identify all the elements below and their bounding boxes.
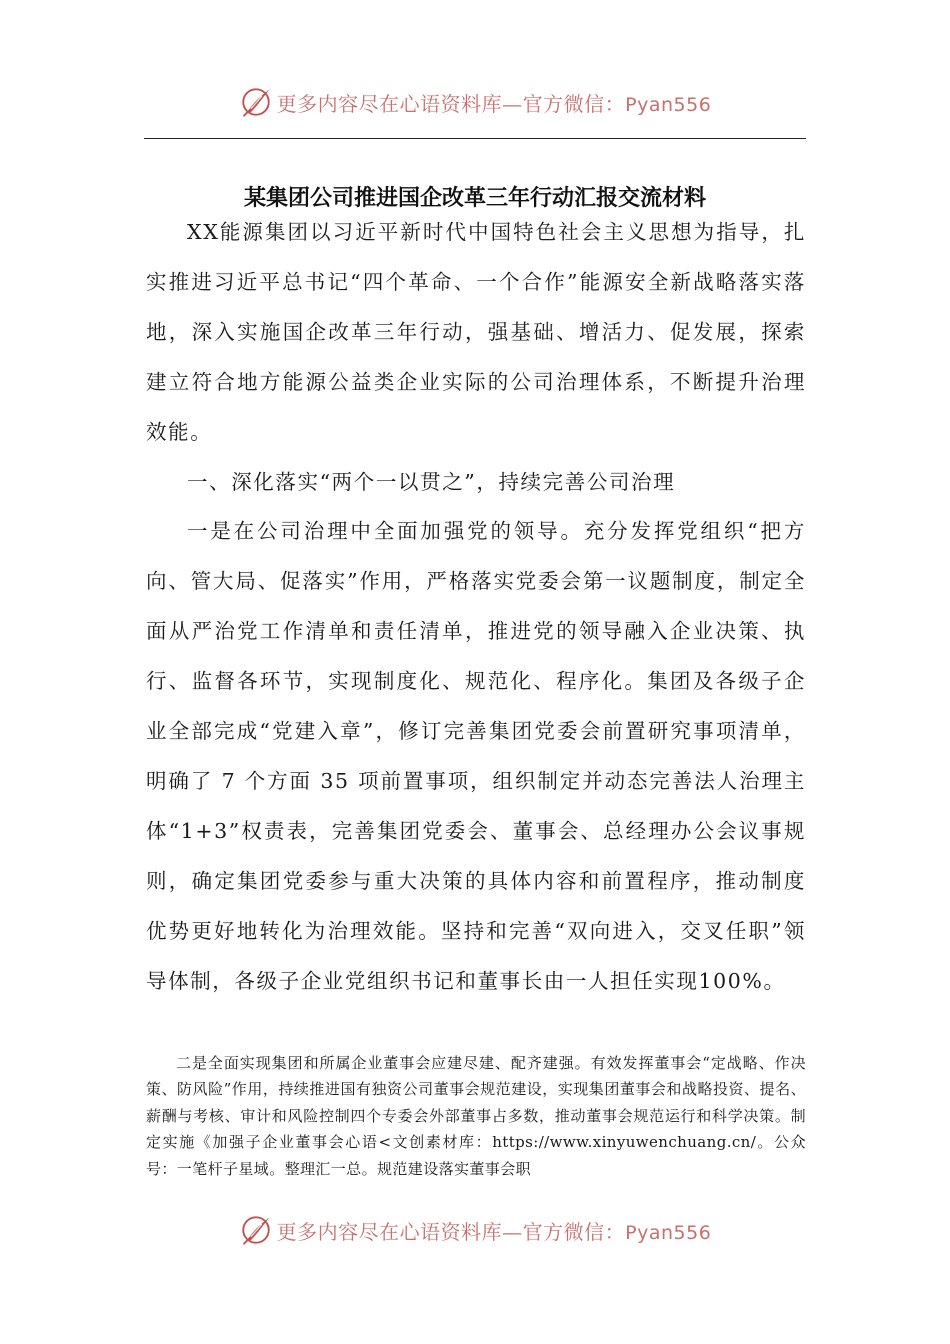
header-divider bbox=[144, 138, 806, 139]
pen-leaf-logo-icon bbox=[239, 85, 273, 119]
footer-wechat-id: Pyan556 bbox=[625, 1221, 712, 1244]
footer-banner-label: 更多内容尽在心语资料库—官方微信： bbox=[276, 1219, 626, 1244]
footer-banner-content bbox=[239, 1213, 712, 1247]
header-banner bbox=[0, 78, 950, 126]
pen-leaf-logo-icon bbox=[239, 1213, 273, 1247]
header-wechat-id: Pyan556 bbox=[625, 93, 712, 116]
section-heading: 一、深化落实“两个一以贯之”，持续完善公司治理 bbox=[187, 469, 676, 494]
document-body-continued bbox=[146, 1050, 806, 1182]
footer-banner bbox=[0, 1206, 950, 1254]
document-title: 某集团公司推进国企改革三年行动汇报交流材料 bbox=[243, 185, 706, 211]
intro-paragraph: XX能源集团以习近平新时代中国特色社会主义思想为指导，扎实推进习近平总书记“四个革命、一个合作”能源安全新战略落实落地，深入实施国企改革三年行动，强基础、增活力、促发展，探索建立符合地方能源公益类企业实际的公司治理体系，不断提升治理效能。 bbox=[146, 220, 806, 444]
header-banner-content bbox=[239, 85, 712, 119]
point-two-paragraph: 二是全面实现集团和所属企业董事会应建尽建、配齐建强。有效发挥董事会“定战略、作决策、防风险”作用，持续推进国有独资公司董事会规范建设，实现集团董事会和战略投资、提名、薪酬与考核、审计和风险控制四个专委会外部董事占多数，推动董事会规范运行和科学决策。制定实施《加强子企业董事会心语<文创素材库：https://www.xinyuwenchuang.cn/。公众号：一笔杆子星域。整理汇一总。规范建设落实董事会职 bbox=[146, 1054, 806, 1178]
document-body bbox=[146, 208, 806, 1007]
header-banner-label: 更多内容尽在心语资料库—官方微信： bbox=[276, 91, 626, 116]
footer-banner-text bbox=[277, 1216, 712, 1245]
point-one-paragraph: 一是在公司治理中全面加强党的领导。充分发挥党组织“把方向、管大局、促落实”作用，严格落实党委会第一议题制度，制定全面从严治党工作清单和责任清单，推进党的领导融入企业决策、执行、监督各环节，实现制度化、规范化、程序化。集团及各级子企业全部完成“党建入章”，修订完善集团党委会前置研究事项清单，明确了 7 个方面 35 项前置事项，组织制定并动态完善法人治理主体“1+3”权责表，完善集团党委会、董事会、总经理办公会议事规则，确定集团党委参与重大决策的具体内容和前置程序，推动制度优势更好地转化为治理效能。坚持和完善“双向进入，交叉任职”领导体制，各级子企业党组织书记和董事长由一人担任实现100%。 bbox=[146, 519, 806, 993]
header-banner-text bbox=[277, 88, 712, 117]
